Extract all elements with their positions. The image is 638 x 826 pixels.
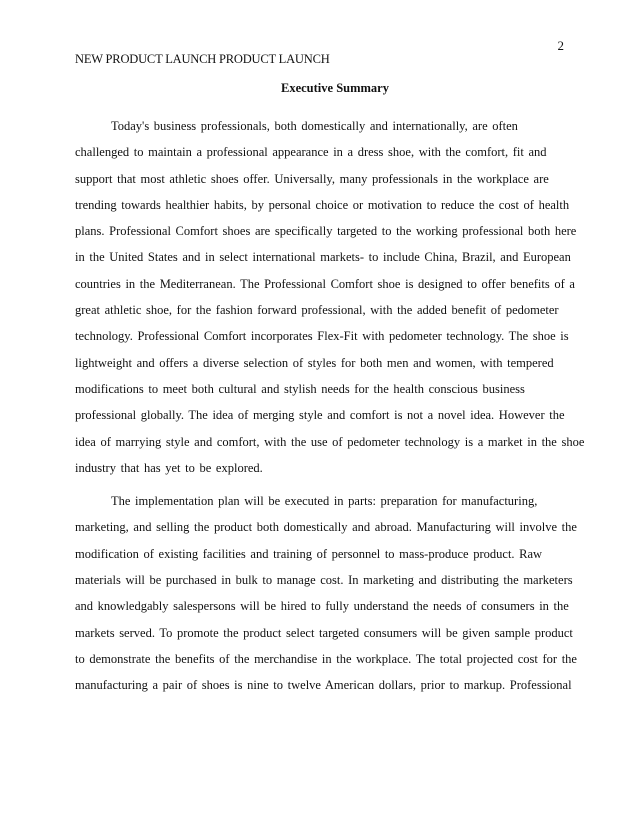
section-title: Executive Summary xyxy=(281,81,389,95)
paragraph-line: idea of marrying style and comfort, with the use of pedometer technology is a market in the shoe xyxy=(75,434,585,449)
paragraph-gap xyxy=(75,481,595,488)
paragraph-line: modifications to meet both cultural and stylish needs for the health conscious business xyxy=(75,381,525,396)
running-head: NEW PRODUCT LAUNCH PRODUCT LAUNCH xyxy=(75,52,330,66)
paragraph-line: lightweight and offers a diverse selection of styles for both men and women, with tempered xyxy=(75,355,554,370)
paragraph-line: professional globally. The idea of merging style and comfort is not a novel idea. However the xyxy=(75,408,565,423)
paragraph-line: plans. Professional Comfort shoes are specifically targeted to the working professional both here xyxy=(75,224,577,239)
paragraph-line: trending towards healthier habits, by personal choice or motivation to reduce the cost of health xyxy=(75,197,570,212)
paragraph-line: marketing, and selling the product both domestically and abroad. Manufacturing will involve the xyxy=(75,520,577,535)
paragraph-line: to demonstrate the benefits of the merchandise in the workplace. The total projected cost for the xyxy=(75,651,577,666)
paragraph-line: manufacturing a pair of shoes is nine to twelve American dollars, prior to markup. Professional xyxy=(75,678,572,693)
paragraph-line: Today's business professionals, both domestically and internationally, are often xyxy=(111,119,518,133)
paragraph-line: industry that has yet to be explored. xyxy=(75,460,263,475)
paragraph-line: The implementation plan will be executed in parts: preparation for manufacturing, xyxy=(111,494,538,509)
paragraph-line: support that most athletic shoes offer. Universally, many professionals in the workplace are xyxy=(75,171,549,186)
body-text xyxy=(75,113,595,699)
paragraph-line: and knowledgably salespersons will be hired to fully understand the needs of consumers in the xyxy=(75,599,569,614)
paragraph-line: modification of existing facilities and training of personnel to mass-produce product. Raw xyxy=(75,546,543,561)
page-number: 2 xyxy=(557,38,564,53)
paragraph-line: technology. Professional Comfort incorporates Flex-Fit with pedometer technology. The shoe is xyxy=(75,329,569,344)
paragraph-line: great athletic shoe, for the fashion forward professional, with the added benefit of pedometer xyxy=(75,303,559,318)
paragraph-line: in the United States and in select international markets- to include China, Brazil, and European xyxy=(75,250,571,265)
paragraph-line: materials will be purchased in bulk to manage cost. In marketing and distributing the marketers xyxy=(75,573,573,588)
paragraph-line: markets served. To promote the product select targeted consumers will be given sample product xyxy=(75,625,573,640)
paragraph-line: countries in the Mediterranean. The Professional Comfort shoe is designed to offer benefits of a xyxy=(75,276,575,291)
paragraph-line: challenged to maintain a professional appearance in a dress shoe, with the comfort, fit and xyxy=(75,145,547,160)
